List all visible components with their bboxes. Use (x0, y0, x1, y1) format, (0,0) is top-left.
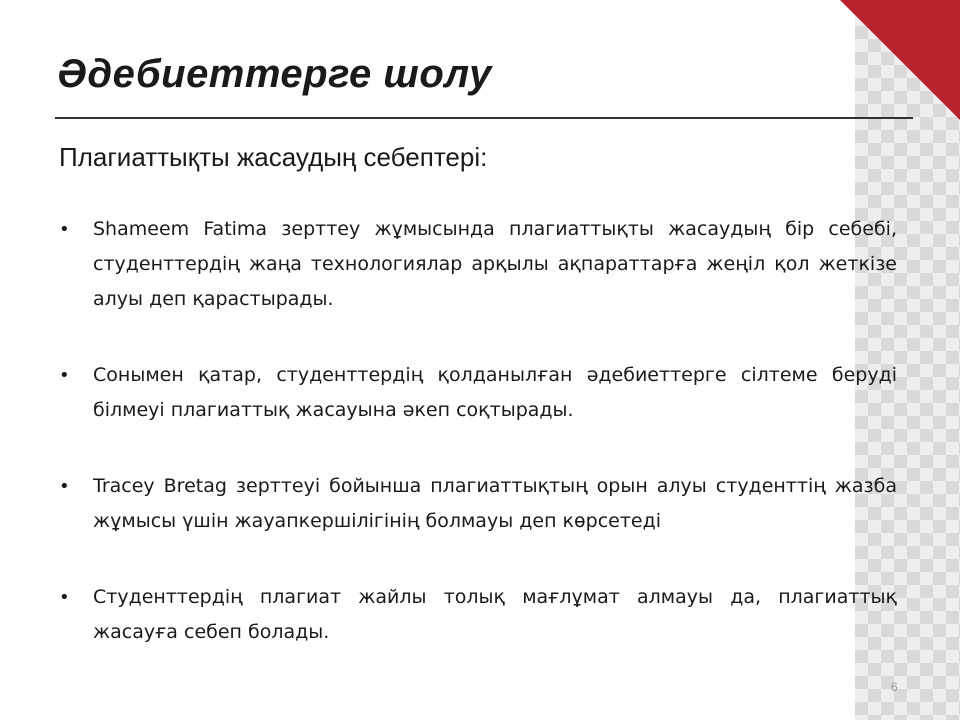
bullet-icon: • (59, 365, 70, 386)
bullet-text: Сонымен қатар, студенттердің қолданылған әдебиеттерге сілтеме беруді білмеуі плагиаттық жасауына әкеп соқтырады. (93, 364, 897, 421)
title-divider (55, 117, 913, 119)
corner-accent-triangle (840, 0, 960, 120)
bullet-item (59, 469, 897, 539)
slide-subtitle: Плагиаттықты жасаудың себептері: (59, 142, 488, 172)
bullet-text: Tracey Bretag зерттеуі бойынша плагиаттықтың орын алуы студенттің жазба жұмысы үшін жауапкершілігінің болмауы деп көрсетеді (93, 475, 897, 532)
bullet-icon: • (59, 219, 70, 240)
bullet-item (59, 212, 897, 317)
slide-title: Әдебиеттерге шолу (57, 52, 492, 96)
bullet-icon: • (59, 587, 70, 608)
bullet-icon: • (59, 476, 70, 497)
bullet-text: Shameem Fatima зерттеу жұмысында плагиаттықты жасаудың бір себебі, студенттердің жаңа технологиялар арқылы ақпараттарға жеңіл қол жеткізе алуы деп қарастырады. (93, 218, 897, 310)
bullet-text: Студенттердің плагиат жайлы толық мағлұмат алмауы да, плагиаттық жасауға себеп болады. (93, 586, 897, 643)
bullet-item (59, 358, 897, 428)
bullet-item (59, 580, 897, 650)
bullet-list (59, 212, 897, 691)
page-number: 6 (891, 680, 898, 694)
